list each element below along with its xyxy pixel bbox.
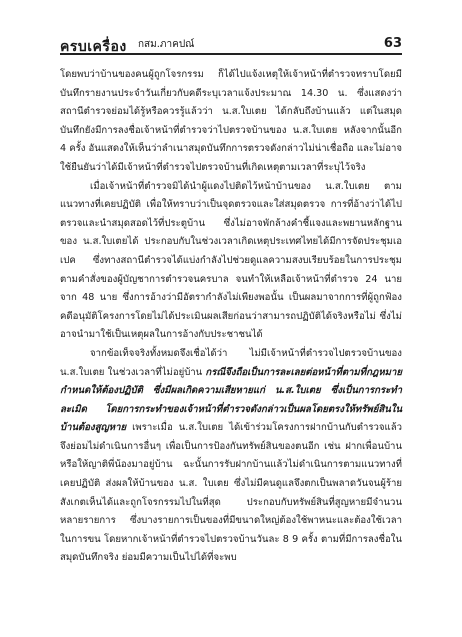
body-text xyxy=(60,66,402,568)
emphasized-text: กรณีจึงถือเป็นการละเลยต่อหน้าที่ตามที่กฎหมายกำหนดให้ต้องปฏิบัติ ซึ่งมีผลเกิดความเสียหายแก่ น.ส.ใบเตย ซึ่งเป็นการกระทำละเมิด โดยการกระทำของเจ้าหน้าที่ตำรวจดังกล่าวเป็นผลโดยตรงให้ทรัพย์สินในบ้านต้องสูญหาย xyxy=(60,366,402,434)
section-label: กสม.ภาคปณ์ xyxy=(138,39,195,50)
page-header xyxy=(60,34,402,56)
paragraph-2 xyxy=(60,178,402,345)
text-segment: เพราะเมื่อ น.ส.ใบเตย ได้เข้าร่วมโครงการฝากบ้านกับตำรวจแล้ว จึงย่อมไม่ดำเนินการอื่นๆ เพื่อเป็นการป้องกันทรัพย์สินของตนอีก เช่น ฝากเพื่อนบ้าน หรือให้ญาติพี่น้องมาอยู่บ้าน ฉะนั้นการรับฝากบ้านแล้วไม่ดำเนินการตามแนวทางที่เคยปฏิบัติ ส่งผลให้บ้านของ น.ส. ใบเตย ซึ่งไม่มีคนดูแลจึงตกเป็นพลาดวันจนผู้ร้ายสังเกตเห็นได้และถูกโจรกรรมไปในที่สุด ประกอบกับทรัพย์สินที่สูญหายมีจำนวนหลายรายการ ซึ่งบางรายการเป็นของที่มีขนาดใหญ่ต้องใช้พาหนะและต้องใช้เวลาในการขน โดยหากเจ้าหน้าที่ตำรวจไปตรวจบ้านวันละ 8 9 ครั้ง ตามที่มีการลงชื่อในสมุดบันทึกจริง ย่อมมีความเป็นไปได้ที่จะพบ xyxy=(60,422,402,564)
paragraph-1 xyxy=(60,66,402,178)
text-segment: เมื่อเจ้าหน้าที่ตำรวจมิได้นำผู้แดงไปติดไว้หน้าบ้านของ น.ส.ใบเตย ตามแนวทางที่เคยปฏิบัติ เพื่อให้ทราบว่าเป็นจุดตรวจและใส่สมุดตรวจ การที่อ้างว่าได้ไปตรวจและนำสมุดสอดไว้ที่ประตูบ้าน ซึ่งไม่อาจพักล้างคำชี้แจงและพยานหลักฐานของ น.ส.ใบเตยได้ ประกอบกับในช่วงเวลาเกิดเหตุประเทศไทยได้มีการจัดประชุมเอเปค ซึ่งทางสถานีตำรวจได้แบ่งกำลังไปช่วยดูแลความสงบเรียบร้อยในการประชุมตามคำสั่งของผู้บัญชาการตำรวจนครบาล จนทำให้เหลือเจ้าหน้าที่ตำรวจ 24 นาย จาก 48 นาย ซึ่งการอ้างว่ามีอัตรากำลังไม่เพียงพอนั้น เป็นผลมาจากการที่ผู้ถูกฟ้องคดีอนุมัติโครงการโดยไม่ได้ประเมินผลเสียก่อนว่าสามารถปฏิบัติได้จริงหรือไม่ ซึ่งไม่อาจนำมาใช้เป็นเหตุผลในการอ้างกับประชาชนได้ xyxy=(60,180,402,341)
page-number: 63 xyxy=(383,36,402,51)
brand-title: ครบเครื่อง xyxy=(60,39,127,55)
text-segment: โดยพบว่าบ้านของคนผู้ถูกโจรกรรม ก็ได้ไปแจ้งเหตุให้เจ้าหน้าที่ตำรวจทราบโดยมีบันทึกรายงานประจำวันเกี่ยวกับคดีระบุเวลาแจ้งประมาณ 14.30 น. ซึ่งแสดงว่าสถานีตำรวจย่อมได้รู้หรือควรรู้แล้วว่า น.ส.ใบเตย ได้กลับถึงบ้านแล้ว แต่ในสมุดบันทึกยังมีการลงชื่อเจ้าหน้าที่ตำรวจว่าไปตรวจบ้านของ น.ส.ใบเตย หลังจากนั้นอีก 4 ครั้ง อันแสดงให้เห็นว่าลำเนาสมุดบันทึกการตรวจดังกล่าวไม่น่าเชื่อถือ และไม่อาจใช้ยืนยันว่าได้มีเจ้าหน้าที่ตำรวจไปตรวจบ้านที่เกิดเหตุตามเวลาที่ระบุไว้จริง xyxy=(60,69,402,173)
text-segment: จากข้อเท็จจริงทั้งหมดจึงเชื่อได้ว่า ไม่มีเจ้าหน้าที่ตำรวจไปตรวจบ้านของ น.ส.ใบเตย ในช่วงเวลาที่ไม่อยู่บ้าน xyxy=(60,347,402,378)
header-rule xyxy=(60,53,402,55)
paragraph-3 xyxy=(60,345,402,568)
